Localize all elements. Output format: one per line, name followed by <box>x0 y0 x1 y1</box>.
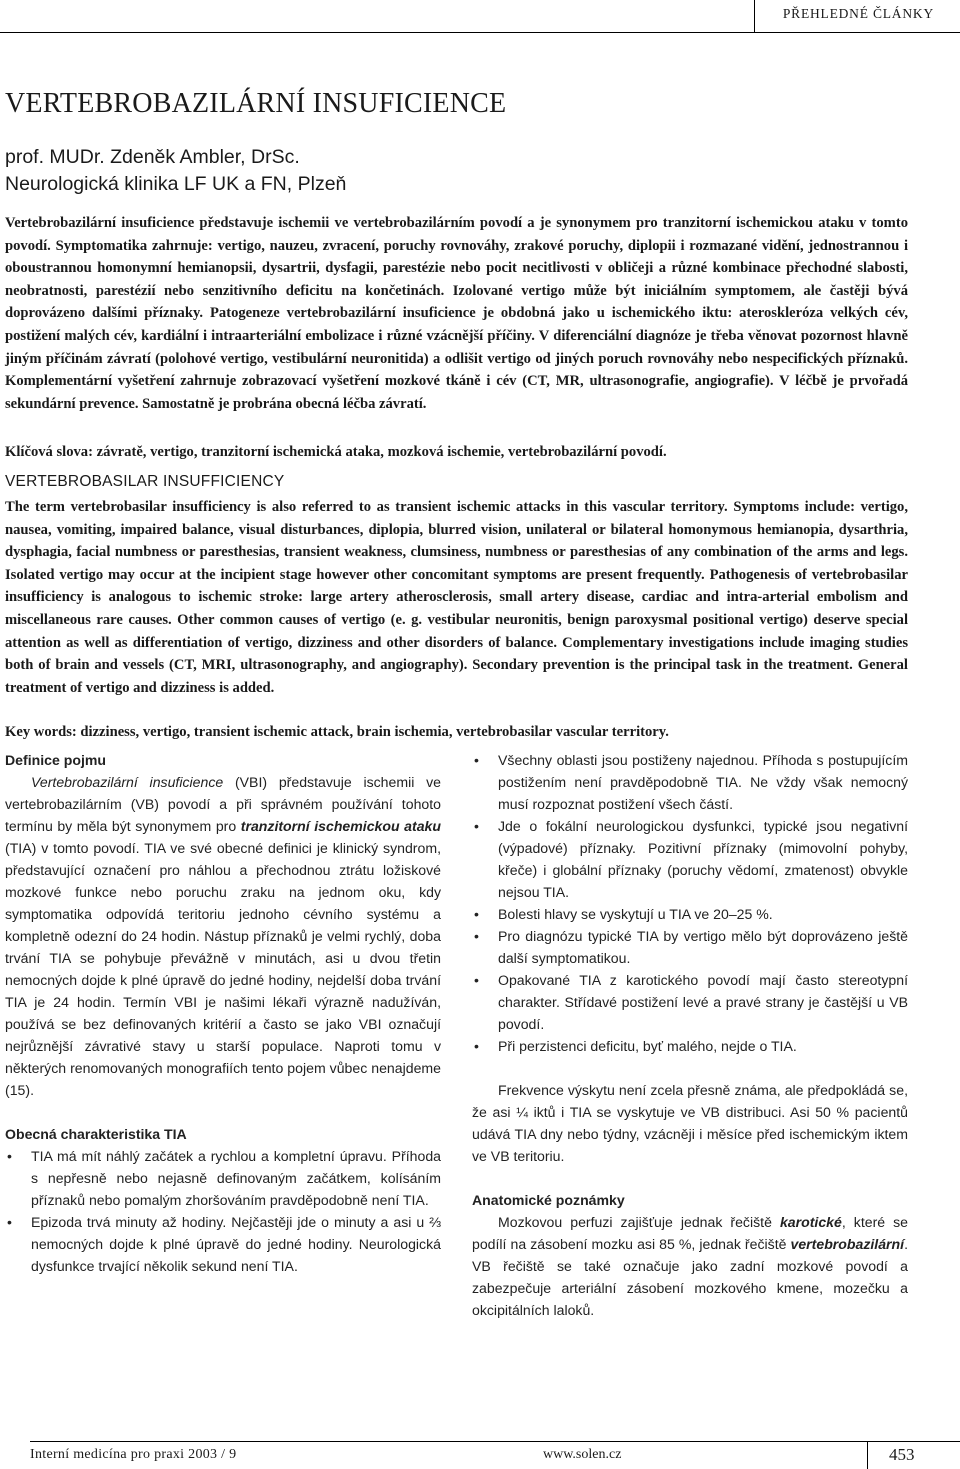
anatomy-term-carotid: karotické <box>779 1214 842 1230</box>
article-title: VERTEBROBAZILÁRNÍ INSUFICIENCE <box>5 88 507 119</box>
bullet-icon: • <box>474 818 479 834</box>
heading-anatomy: Anatomické poznámky <box>472 1192 625 1208</box>
keywords-english: Key words: dizziness, vertigo, transient ischemic attack, brain ischemia, vertebrobasilar vascular territory. <box>5 724 669 740</box>
tia-bullet-list-right <box>472 749 908 1057</box>
bullet-icon: • <box>474 906 479 922</box>
footer-url: www.solen.cz <box>543 1447 622 1462</box>
footer-rule <box>30 1441 960 1442</box>
left-column <box>5 749 441 1277</box>
list-item: • Jde o fokální neurologickou dysfunkci, typické jsou negativní (výpadové) příznaky. Pozitivní příznaky (mimovolní pohyby, křeče) i globální příznaky (poruchy vědomí, zmatenost) obvykle nejsou TIA. <box>472 815 908 903</box>
english-title: VERTEBROBASILAR INSUFFICIENCY <box>5 473 285 490</box>
definition-text-2: (TIA) v tomto povodí. TIA ve své obecné definici je klinický syndrom, představující označení pro náhlou a přechodnou ztrátu ložiskové mozkové funkce nebo poruchu zraku na jednom oku, kdy symptomatika odpovídá teritoriu jednoho cévního systému a kompletně odezní do 24 hodin. Nástup příznaků je velmi rychlý, doba trvání TIA se pohybuje převážně v minutách, asi u dvou třetin nemocných dojde k plné úpravě do jedné hodiny, nejdelší doba trvání TIA je 24 hodin. Termín VBI je našimi lékaři výrazně nadužíván, používá se bez definovaných kritérií a často se jako VBI označují nejrůznější závrativé stavy u starší populace. Naproti tomu v některých renomovaných monografiích tento pojem vůbec nenajdeme (15). <box>5 840 441 1098</box>
heading-tia-characteristics: Obecná charakteristika TIA <box>5 1126 187 1142</box>
bullet-icon: • <box>474 1038 479 1054</box>
bullet-icon: • <box>474 972 479 988</box>
bullet-icon: • <box>7 1148 12 1164</box>
anatomy-paragraph: Mozkovou perfuzi zajišťuje jednak řečiště karotické, které se podílí na zásobení mozku asi 85 %, jednak řečiště vertebrobazilární. VB řečiště se také označuje jako zadní mozkové povodí a zabezpečuje arteriální zásobení mozkového kmene, mozečku a okcipitálních laloků. <box>472 1214 909 1318</box>
frequency-paragraph: Frekvence výskytu není zcela přesně známa, ale předpokládá se, že asi ¼ iktů i TIA se vyskytuje ve VB distribuci. Asi 50 % pacientů udává TIA dny nebo týdny, vzácněji i měsíce před ischemickým iktem ve VB teritoriu. <box>472 1082 908 1164</box>
right-column <box>472 749 908 1321</box>
list-item: • Pro diagnózu typické TIA by vertigo mělo být doprovázeno ještě další symptomatikou. <box>472 925 908 969</box>
list-item: • Epizoda trvá minuty až hodiny. Nejčastěji jde o minuty a asi u ⅔ nemocných dojde k plné úpravě do jedné hodiny. Neurologická dysfunkce trvající několik sekund není TIA. <box>5 1211 441 1277</box>
list-item: • Bolesti hlavy se vyskytují u TIA ve 20–25 %. <box>472 903 908 925</box>
article-affiliation: Neurologická klinika LF UK a FN, Plzeň <box>5 173 347 195</box>
section-label: PŘEHLEDNÉ ČLÁNKY <box>782 6 934 21</box>
definition-paragraph <box>5 771 441 1101</box>
header-rule <box>0 32 960 33</box>
definition-term-tia: tranzitorní ischemickou ataku <box>240 818 441 834</box>
abstract-english: The term vertebrobasilar insufficiency is also referred to as transient ischemic attacks in this vascular territory. Symptoms include: vertigo, nausea, vomiting, impaired balance, visual disturbances, diplopia, blurred vision, unilateral or bilateral homonymous hemianopia, dysarthria, dysphagia, facial numbness or paresthesias, transient weakness, clumsiness, numbness or paresthesias of any combination of the arms and legs. Isolated vertigo may occur at the incipient stage however other concomitant symptoms are present frequently. Pathogenesis of vertebrobasilar insufficiency is analogous to ischemic stroke: large artery atherosclerosis, small artery disease, cardiac and intra-arterial embolism and miscellaneous rare causes. Other common causes of vertigo (e. g. vestibular neuronitis, benign paroxysmal positional vertigo) deserve special attention as well as differentiation of vertigo, dizziness and other disorders of balance. Complementary investigations include imaging studies both of brain and vessels (CT, MRI, ultrasonography, and angiography). Secondary prevention is the principal task in the treatment. General treatment of vertigo and dizziness is added. <box>5 499 908 696</box>
bullet-icon: • <box>474 928 479 944</box>
definition-term: Vertebrobazilární insuficience <box>31 774 224 790</box>
tia-bullet-list-left <box>5 1145 441 1277</box>
list-item: • Při perzistenci deficitu, byť malého, nejde o TIA. <box>472 1035 908 1057</box>
list-item: • Opakované TIA z karotického povodí mají často stereotypní charakter. Střídavé postižení levé a pravé strany je častější u VB povodí. <box>472 969 908 1035</box>
anatomy-term-vb: vertebrobazilární <box>790 1236 905 1252</box>
abstract-czech: Vertebrobazilární insuficience představuje ischemii ve vertebrobazilárním povodí a je synonymem pro tranzitorní ischemickou ataku v tomto povodí. Symptomatika zahrnuje: vertigo, nauzeu, zvracení, poruchy rovnováhy, zrakové poruchy, diplopii i rozmazané vidění, jednostrannou i oboustrannou homonymní hemianopsii, dysartrii, dysfagii, parestézie nebo pocit necitlivosti v obličeji a různé kombinace přechodné slabosti, neobratnosti, parestézií nebo senzitivního deficitu na končetinách. Izolované vertigo může být iniciálním symptomem, ale častěji bývá doprovázeno dalšími příznaky. Patogeneze vertebrobazilární insuficience je obdobná jako u ischemického iktu: ateroskleróza velkých cév, postižení malých cév, kardiální i intraarteriální embolizace i různé vzácnější příčiny. V diferenciální diagnóze je třeba věnovat pozornost hlavně jiným příčinám závratí (polohové vertigo, vestibulární neuronitida) a odlišit vertigo od jiných poruch rovnováhy nebo nespecifických příznaků. Komplementární vyšetření zahrnuje zobrazovací vyšetření mozkové tkáně i cév (CT, MR, ultrasonografie, angiografie). V léčbě je prvořadá sekundární prevence. Samostatně je probrána obecná léčba závratí. <box>5 215 908 412</box>
article-author: prof. MUDr. Zdeněk Ambler, DrSc. <box>5 146 300 168</box>
page-number: 453 <box>889 1445 915 1464</box>
list-item: • Všechny oblasti jsou postiženy najednou. Příhoda s postupujícím postižením není pravděpodobně TIA. Ne vždy však nemocný musí rozpoznat postižení všech částí. <box>472 749 908 815</box>
definition-text-1: (VBI) představuje ischemii ve vertebrobazilárním (VB) povodí a při správném používání tohoto termínu by měla být synonymem pro <box>5 774 441 834</box>
bullet-icon: • <box>474 752 479 768</box>
bullet-icon: • <box>7 1214 12 1230</box>
list-item: • TIA má mít náhlý začátek a rychlou a kompletní úpravu. Příhoda s nepřesně nebo nejasně definovaným začátkem, kolísáním příznaků nebo pomalým zhoršováním pravděpodobně není TIA. <box>5 1145 441 1211</box>
keywords-czech: Klíčová slova: závratě, vertigo, tranzitorní ischemická ataka, mozková ischemie, vertebrobazilární povodí. <box>5 444 667 460</box>
footer-vertical-rule <box>867 1441 868 1469</box>
header-vertical-rule <box>754 0 755 32</box>
footer-journal: Interní medicína pro praxi 2003 / 9 <box>30 1447 237 1462</box>
heading-definition: Definice pojmu <box>5 752 107 768</box>
